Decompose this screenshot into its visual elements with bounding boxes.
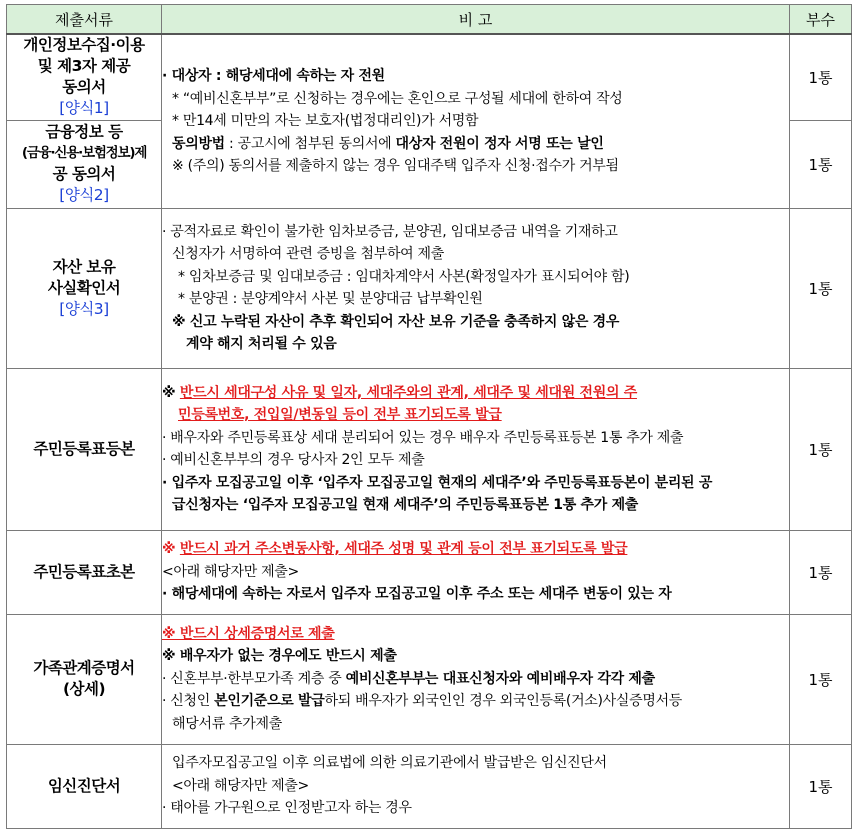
remark-line: · 배우자와 주민등록표상 세대 분리되어 있는 경우 배우자 주민등록표등본 1통 추가 제출 bbox=[162, 429, 684, 446]
remark-line: * 분양권 : 분양계약서 사본 및 분양대금 납부확인원 bbox=[178, 291, 483, 307]
remark-line: 신청자가 서명하여 관련 증빙을 첨부하여 제출 bbox=[172, 246, 445, 262]
form-link-3: [양식3] bbox=[59, 299, 109, 318]
doc-name-resident-abstract: 주민등록표초본 bbox=[7, 530, 162, 614]
remark-line: · 신혼부부·한부모가족 계층 중 bbox=[162, 670, 346, 687]
remark-pregnancy bbox=[162, 744, 790, 828]
doc-name-line: 공 동의서 bbox=[52, 165, 116, 183]
remark-line: 대상자 : 해당세대에 속하는 자 전원 bbox=[171, 68, 385, 84]
note-mark: ※ bbox=[162, 384, 180, 401]
remark-line: 반드시 과거 주소변동사항, 세대주 성명 및 관계 등이 전부 표기되도록 발급 bbox=[179, 541, 628, 558]
table-row-consent1 bbox=[7, 34, 852, 120]
bullet: · bbox=[162, 68, 172, 84]
remark-line: ※ (주의) 동의서를 제출하지 않는 경우 임대주택 입주자 신청·접수가 거부됨 bbox=[172, 158, 619, 174]
doc-name-line: 동의서 bbox=[62, 78, 106, 97]
remark-line: 입주자모집공고일 이후 의료법에 의한 의료기관에서 발급받은 임신진단서 bbox=[172, 755, 607, 772]
remark-line: 해당서류 추가제출 bbox=[172, 715, 282, 732]
count-consent1: 1통 bbox=[790, 34, 852, 120]
remark-line: * “예비신혼부부”로 신청하는 경우에는 혼인으로 구성될 세대에 한하여 작성 bbox=[172, 90, 623, 107]
remark-family bbox=[162, 614, 790, 744]
remark-line: · 신청인 bbox=[162, 693, 215, 710]
remark-line: · 공적자료로 확인이 불가한 임차보증금, 분양권, 임대보증금 내역을 기재하고 bbox=[162, 223, 618, 240]
count-resident: 1통 bbox=[790, 368, 852, 530]
note-mark: ※ bbox=[162, 541, 180, 558]
doc-name-line: 가족관계증명서 bbox=[33, 659, 135, 677]
remark-line: · 해당세대에 속하는 자로서 입주자 모집공고일 이후 주소 또는 세대주 변동이 있는 자 bbox=[162, 586, 672, 603]
remark-line: * 만14세 미만의 자는 보호자(법정대리인)가 서명함 bbox=[172, 113, 479, 129]
remark-line: <아래 해당자만 제출> bbox=[172, 777, 309, 794]
doc-name-line: 금융정보 등 bbox=[45, 123, 123, 141]
doc-name-line: 사실확인서 bbox=[47, 278, 121, 297]
remark-line: 동의방법 bbox=[172, 135, 225, 152]
doc-name-line: 자산 보유 bbox=[52, 257, 116, 276]
remark-line: <아래 해당자만 제출> bbox=[162, 563, 299, 580]
remark-resident bbox=[162, 368, 790, 530]
remark-line: 하되 배우자가 외국인인 경우 외국인등록(거소)사실증명서등 bbox=[324, 693, 683, 710]
table-row-resident-abstract bbox=[7, 530, 852, 614]
remark-line: 민등록번호, 전입일/변동일 등이 전부 표기되도록 발급 bbox=[178, 407, 502, 423]
count-family: 1통 bbox=[790, 614, 852, 744]
remark-line: · 예비신혼부부의 경우 당사자 2인 모두 제출 bbox=[162, 452, 425, 468]
table-row-asset bbox=[7, 208, 852, 368]
remark-resident-abstract bbox=[162, 530, 790, 614]
remark-line: · 입주자 모집공고일 이후 ‘입주자 모집공고일 현재의 세대주’와 주민등록표등본이 분리된 공 bbox=[162, 474, 713, 491]
count-resident-abstract: 1통 bbox=[790, 530, 852, 614]
required-documents-table bbox=[6, 4, 852, 829]
remark-line: ※ 반드시 상세증명서로 제출 bbox=[162, 625, 335, 642]
table-row-family bbox=[7, 614, 852, 744]
doc-name-consent2 bbox=[7, 120, 162, 208]
doc-name-line: 및 제3자 제공 bbox=[37, 57, 131, 76]
remark-line: ※ 신고 누락된 자산이 추후 확인되어 자산 보유 기준을 충족하지 않은 경우 bbox=[172, 313, 620, 330]
doc-name-resident: 주민등록표등본 bbox=[7, 368, 162, 530]
table-row-resident bbox=[7, 368, 852, 530]
remark-line: · 태아를 가구원으로 인정받고자 하는 경우 bbox=[162, 800, 412, 817]
count-asset: 1통 bbox=[790, 208, 852, 368]
remark-line: 대상자 전원이 정자 서명 또는 날인 bbox=[395, 135, 604, 152]
remark-line: 반드시 세대구성 사유 및 일자, 세대주와의 관계, 세대주 및 세대원 전원의 주 bbox=[179, 384, 637, 401]
remark-line: 급신청자는 ‘입주자 모집공고일 현재 세대주’의 주민등록표등본 1통 추가 제출 bbox=[172, 497, 639, 513]
table-header-row bbox=[7, 5, 852, 35]
count-consent2: 1통 bbox=[790, 120, 852, 208]
remark-line: 예비신혼부부는 대표신청자와 예비배우자 각각 제출 bbox=[345, 670, 655, 687]
remark-asset bbox=[162, 208, 790, 368]
header-count: 부수 bbox=[790, 5, 852, 35]
doc-name-line: 개인정보수집·이용 bbox=[23, 36, 145, 55]
remark-line: : 공고시에 첨부된 동의서에 bbox=[224, 135, 396, 152]
table-row-pregnancy bbox=[7, 744, 852, 828]
doc-name-pregnancy: 임신진단서 bbox=[7, 744, 162, 828]
doc-name-consent1 bbox=[7, 34, 162, 120]
form-link-2: [양식2] bbox=[59, 186, 109, 204]
remark-line: ※ 배우자가 없는 경우에도 반드시 제출 bbox=[162, 648, 397, 665]
header-remarks: 비 고 bbox=[162, 5, 790, 35]
doc-name-asset bbox=[7, 208, 162, 368]
doc-name-line: (금융·신용·보험정보)제 bbox=[21, 145, 147, 161]
remark-consent bbox=[162, 34, 790, 208]
count-pregnancy: 1통 bbox=[790, 744, 852, 828]
form-link-1: [양식1] bbox=[59, 99, 109, 118]
remark-line: 계약 해지 처리될 수 있음 bbox=[186, 336, 337, 352]
header-docs: 제출서류 bbox=[7, 5, 162, 35]
doc-name-family bbox=[7, 614, 162, 744]
remark-line: * 임차보증금 및 임대보증금 : 임대차계약서 사본(확정일자가 표시되어야 함) bbox=[178, 268, 630, 285]
remark-line: 본인기준으로 발급 bbox=[214, 693, 325, 710]
doc-name-line: (상세) bbox=[62, 680, 106, 698]
